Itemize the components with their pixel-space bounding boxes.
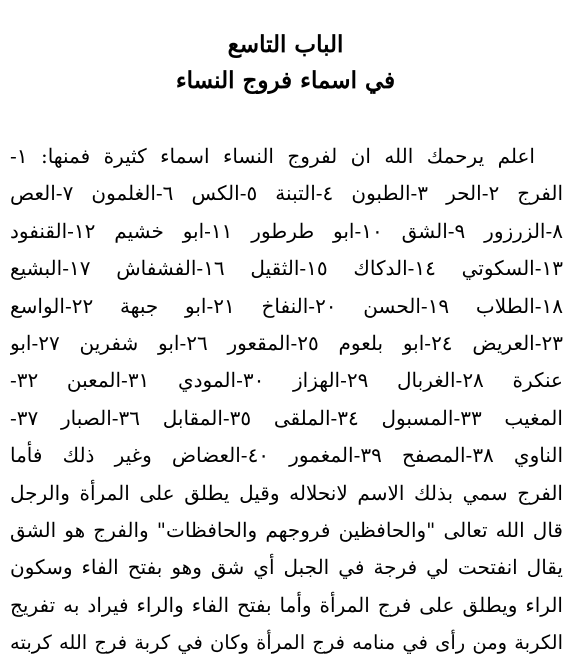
chapter-title: الباب التاسع xyxy=(227,31,344,58)
text-line: ٨-الزرزور ٩-الشق ١٠-ابو طرطور ١١-ابو خشيم ١٢-القنفود xyxy=(10,218,563,243)
chapter-subtitle: في اسماء فروج النساء xyxy=(175,67,396,94)
text-line: ٢٣-العريض ٢٤-ابو بلعوم ٢٥-المقعور ٢٦-ابو شفرين ٢٧-ابو xyxy=(10,330,563,355)
text-line: الراء ويطلق على فرج المرأة وأما بفتح الفاء والراء فيراد به تفريج xyxy=(10,592,563,617)
text-line: ١٨-الطلاب ١٩-الحسن ٢٠-النفاخ ٢١-ابو جبهة ٢٢-الواسع xyxy=(10,293,563,318)
text-line: الفرج سمي بذلك الاسم لانحلاله وقيل يطلق على المرأة والرجل xyxy=(10,480,563,505)
text-line: عنكرة ٢٨-الغربال ٢٩-الهزاز ٣٠-المودي ٣١-المعبن ٣٢- xyxy=(10,368,563,393)
text-line: المغيب ٣٣-المسبول ٣٤-الملقى ٣٥-المقابل ٣٦-الصبار ٣٧- xyxy=(10,405,563,430)
text-line: يقال انفتحت لي فرجة في الجبل أي شق وهو بفتح الفاء وسكون xyxy=(10,555,563,580)
text-line: ١٣-السكوتي ١٤-الدكاك ١٥-الثقيل ١٦-الفشفاش ١٧-البشيع xyxy=(10,256,563,281)
text-line: قال الله تعالى "والحافظين فروجهم والحافظات" والفرج هو الشق xyxy=(10,517,563,542)
text-line: اعلم يرحمك الله ان لفروج النساء اسماء كثيرة فمنها: ١- xyxy=(10,144,535,168)
text-line: الكربة ومن رأى في منامه فرج المرأة وكان في كربة فرج الله كربته xyxy=(10,631,563,655)
text-line: الناوي ٣٨-المصفح ٣٩-المغمور ٤٠-العضاض وغير ذلك فأما xyxy=(10,443,563,468)
text-line: الفرج ٢-الحر ٣-الطبون ٤-التبنة ٥-الكس ٦-الغلمون ٧-العص xyxy=(10,181,563,206)
body-text xyxy=(10,138,563,661)
